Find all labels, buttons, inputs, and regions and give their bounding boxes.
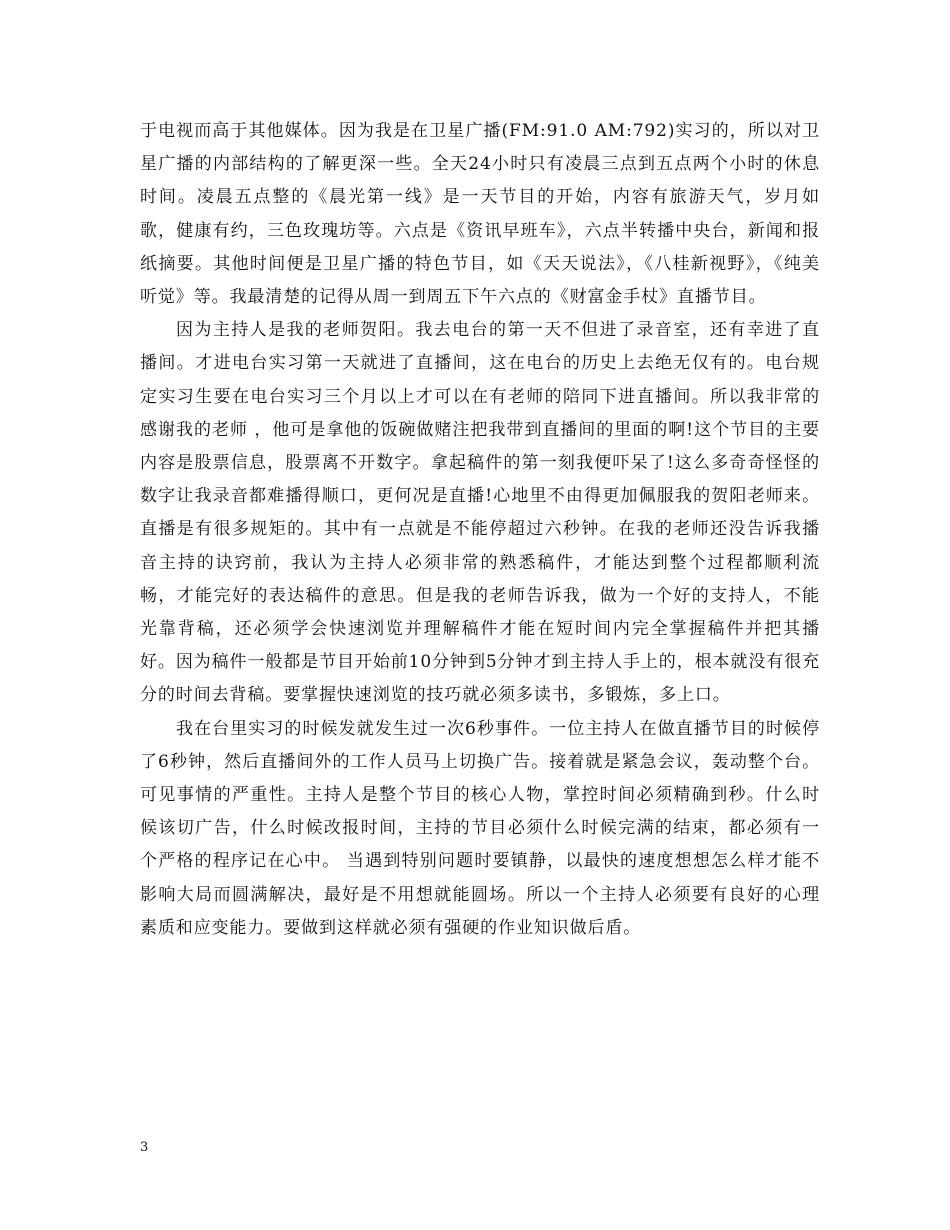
page-number: 3 [140, 1140, 149, 1155]
paragraph-1: 于电视而高于其他媒体。因为我是在卫星广播(FM:91.0 AM:792)实习的，所以对卫星广播的内部结构的了解更深一些。全天24小时只有凌晨三点到五点两个小时的休息时间。凌晨五点整的《晨光第一线》是一天节目的开始，内容有旅游天气，岁月如歌，健康有约，三色玫瑰坊等。六点是《资讯早班车》，六点半转播中央台，新闻和报纸摘要。其他时间便是卫星广播的特色节目，如《天天说法》，《八桂新视野》，《纯美听觉》等。我最清楚的记得从周一到周五下午六点的《财富金手杖》直播节目。 [140, 121, 820, 308]
body-text [140, 115, 820, 945]
paragraph-3: 我在台里实习的时候发就发生过一次6秒事件。一位主持人在做直播节目的时候停了6秒钟，然后直播间外的工作人员马上切换广告。接着就是紧急会议，轰动整个台。可见事情的严重性。主持人是整个节目的核心人物，掌控时间必须精确到秒。什么时候该切广告，什么时候改报时间，主持的节目必须什么时候完满的结束，都必须有一个严格的程序记在心中。 当遇到特别问题时要镇静，以最快的速度想想怎么样才能不影响大局而圆满解决，最好是不用想就能圆场。所以一个主持人必须要有良好的心理素质和应变能力。要做到这样就必须有强硬的作业知识做后盾。 [140, 718, 820, 938]
paragraph-2: 因为主持人是我的老师贺阳。我去电台的第一天不但进了录音室，还有幸进了直播间。才进电台实习第一天就进了直播间，这在电台的历史上去绝无仅有的。电台规定实习生要在电台实习三个月以上才可以在有老师的陪同下进直播间。所以我非常的感谢我的老师 ，他可是拿他的饭碗做赌注把我带到直播间的里面的啊!这个节目的主要内容是股票信息，股票离不开数字。拿起稿件的第一刻我便吓呆了!这么多奇奇怪怪的数字让我录音都难播得顺口，更何况是直播!心地里不由得更加佩服我的贺阳老师来。直播是有很多规矩的。其中有一点就是不能停超过六秒钟。在我的老师还没告诉我播音主持的诀窍前，我认为主持人必须非常的熟悉稿件，才能达到整个过程都顺利流畅，才能完好的表达稿件的意思。但是我的老师告诉我，做为一个好的支持人，不能光靠背稿，还必须学会快速浏览并理解稿件才能在短时间内完全掌握稿件并把其播好。因为稿件一般都是节目开始前10分钟到5分钟才到主持人手上的，根本就没有很充分的时间去背稿。要掌握快速浏览的技巧就必须多读书，多锻炼，多上口。 [140, 320, 820, 706]
